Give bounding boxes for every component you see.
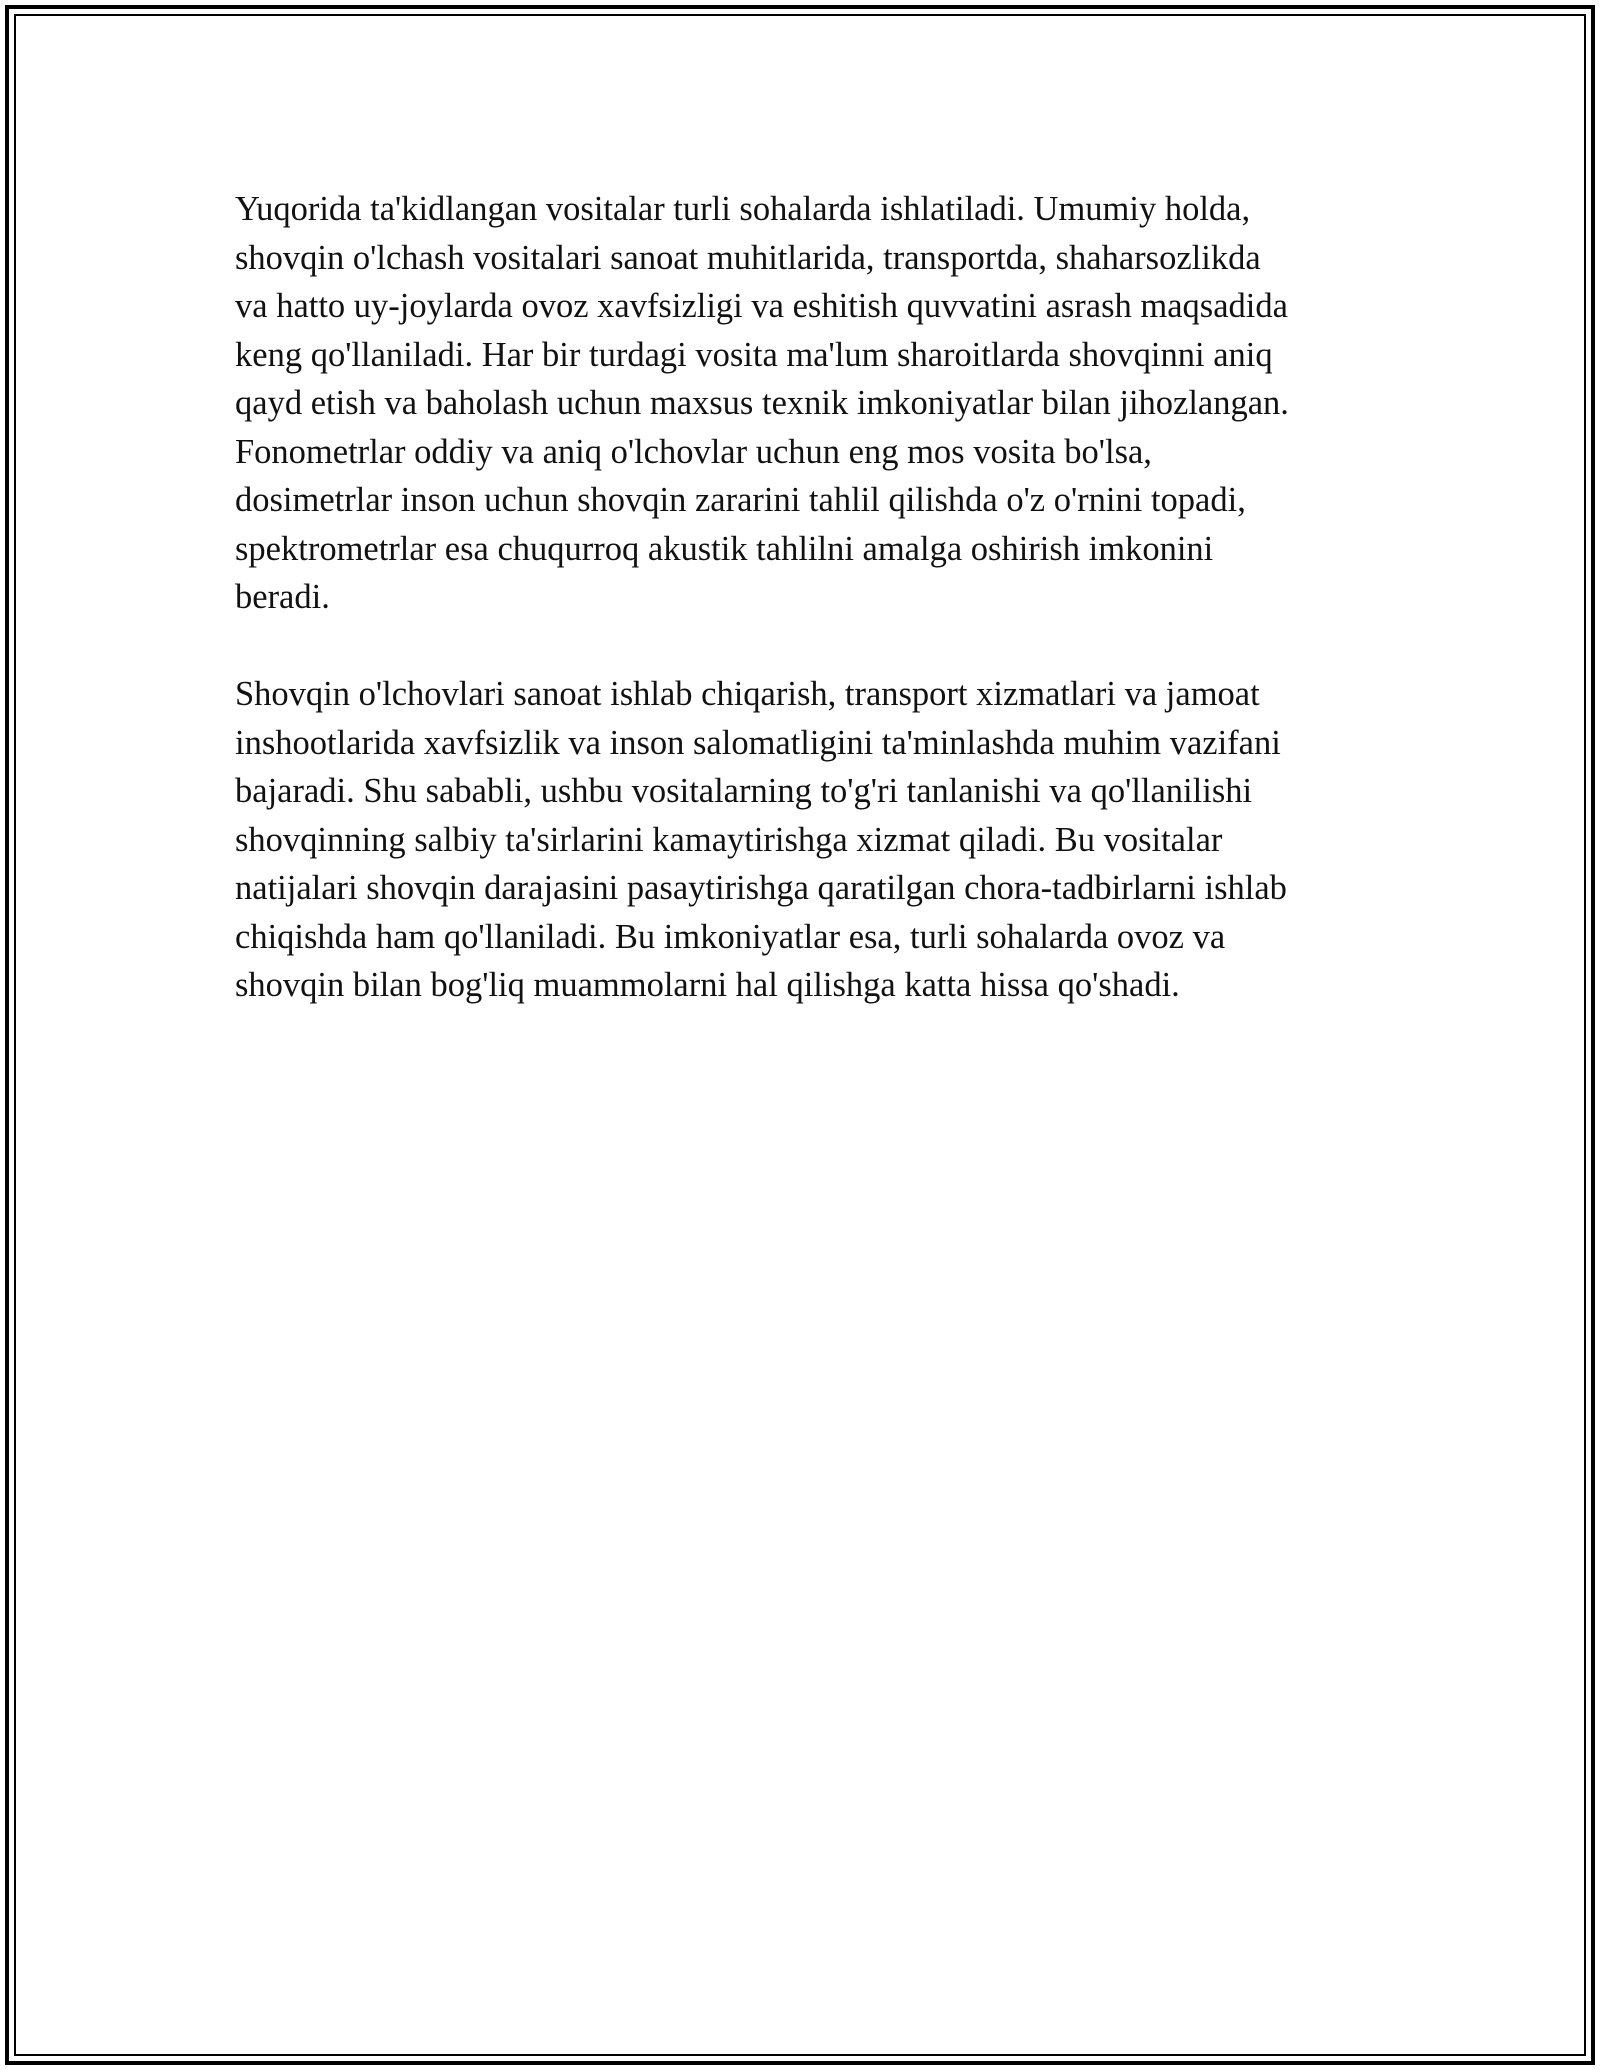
text-line: beradi. xyxy=(235,578,330,616)
text-line: shovqin o'lchash vositalari sanoat muhitlarida, transportda, shaharsozlikda xyxy=(235,238,1261,277)
paragraph-1 xyxy=(235,185,1370,622)
text-line: keng qo'llaniladi. Har bir turdagi vosita ma'lum sharoitlarda shovqinni aniq xyxy=(235,335,1273,374)
text-line: inshootlarida xavfsizlik va inson salomatligini ta'minlashda muhim vazifani xyxy=(235,723,1281,762)
text-line: dosimetrlar inson uchun shovqin zararini tahlil qilishda o'z o'rnini topadi, xyxy=(235,481,1246,519)
text-line: shovqin bilan bog'liq muammolarni hal qilishga katta hissa qo'shadi. xyxy=(235,966,1180,1004)
text-line: bajaradi. Shu sababli, ushbu vositalarning to'g'ri tanlanishi va qo'llanilishi xyxy=(235,772,1253,810)
text-line: chiqishda ham qo'llaniladi. Bu imkoniyatlar esa, turli sohalarda ovoz va xyxy=(235,917,1226,956)
text-line: va hatto uy-joylarda ovoz xavfsizligi va eshitish quvvatini asrash maqsadida xyxy=(235,287,1288,325)
text-line: Shovqin o'lchovlari sanoat ishlab chiqarish, transport xizmatlari va jamoat xyxy=(235,675,1260,713)
text-line: natijalari shovqin darajasini pasaytirishga qaratilgan chora-tadbirlarni ishlab xyxy=(235,869,1287,907)
text-line: Fonometrlar oddiy va aniq o'lchovlar uchun eng mos vosita bo'lsa, xyxy=(235,432,1152,471)
paragraph-2 xyxy=(235,670,1370,1010)
text-line: spektrometrlar esa chuqurroq akustik tahlilni amalga oshirish imkonini xyxy=(235,529,1214,568)
text-line: qayd etish va baholash uchun maxsus texnik imkoniyatlar bilan jihozlangan. xyxy=(235,384,1289,422)
text-line: Yuqorida ta'kidlangan vositalar turli sohalarda ishlatiladi. Umumiy holda, xyxy=(235,190,1251,228)
text-line: shovqinning salbiy ta'sirlarini kamaytirishga xizmat qiladi. Bu vositalar xyxy=(235,820,1223,859)
document-body xyxy=(235,185,1370,1058)
